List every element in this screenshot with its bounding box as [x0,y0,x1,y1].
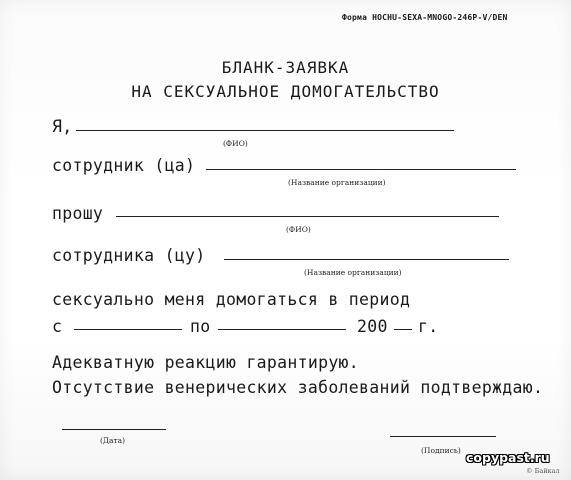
period-from-line[interactable] [74,329,182,330]
field-hint-org-1: (Название организации) [288,178,386,187]
period-text: сексуально меня домогаться в период [52,290,411,309]
signature-hint: (Подпись) [421,446,461,455]
field-label-colleague: сотрудника (цу) [52,246,206,265]
field-hint-fio-2: (ФИО) [286,225,311,234]
statement-reaction: Адекватную реакцию гарантирую. [52,353,360,372]
field-label-i: Я, [52,117,73,136]
year-prefix: 200 [357,317,388,336]
statement-health: Отсутствие венерических заболеваний подтверждаю. [52,378,544,397]
form-code: Форма HOCHU-SEXA-MNOGO-246P-V/DEN [342,13,508,22]
date-line[interactable] [62,429,166,430]
field-label-request: прошу [52,204,104,223]
site-watermark: copypast.ru [466,450,550,465]
field-line-i[interactable] [76,130,454,131]
field-line-employee[interactable] [206,169,516,170]
field-line-request[interactable] [116,216,499,217]
year-line[interactable] [394,329,412,330]
field-line-colleague[interactable] [224,259,509,260]
author-mark: © Бaйкaл [526,467,560,475]
field-hint-fio-1: (ФИО) [223,139,248,148]
period-to-label: по [190,317,211,336]
field-hint-org-2: (Название организации) [304,268,402,277]
period-from-label: с [52,317,63,336]
form-title: БЛАНК-ЗАЯВКА [221,58,350,77]
period-to-line[interactable] [218,329,346,330]
form-subtitle: НА СЕКСУАЛЬНОЕ ДОМОГАТЕЛЬСТВО [131,82,440,101]
year-suffix: г. [418,317,439,336]
date-hint: (Дата) [100,436,126,445]
field-label-employee: сотрудник (ца) [52,156,196,175]
signature-line[interactable] [390,436,496,437]
